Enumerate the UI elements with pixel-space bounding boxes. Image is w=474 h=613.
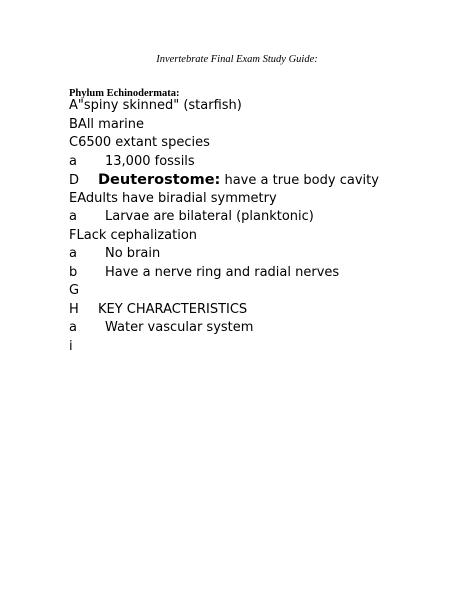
outline-text: "spiny skinned" (starfish) bbox=[77, 98, 242, 113]
document-title: Invertebrate Final Exam Study Guide: bbox=[156, 54, 318, 65]
outline-item bbox=[69, 227, 379, 246]
outline-text: 6500 extant species bbox=[78, 135, 210, 150]
outline-item bbox=[69, 190, 379, 209]
outline-text: Adults have biradial symmetry bbox=[77, 190, 277, 206]
outline-text: KEY CHARACTERISTICS bbox=[98, 301, 248, 317]
outline-text: Larvae are bilateral (planktonic) bbox=[105, 209, 314, 224]
outline-text: Water vascular system bbox=[105, 320, 254, 335]
outline-marker: H bbox=[69, 301, 79, 317]
outline-item bbox=[69, 301, 379, 320]
outline-list bbox=[69, 97, 379, 356]
outline-item bbox=[69, 264, 379, 283]
outline-text: No brain bbox=[105, 246, 161, 261]
outline-marker: F bbox=[69, 227, 77, 243]
outline-text: All marine bbox=[77, 116, 144, 132]
outline-item bbox=[69, 171, 379, 190]
outline-item bbox=[69, 153, 379, 172]
outline-term: Deuterostome: bbox=[98, 172, 221, 188]
outline-marker: a bbox=[69, 320, 77, 335]
outline-item bbox=[69, 97, 379, 116]
outline-marker: a bbox=[69, 209, 77, 224]
outline-marker: a bbox=[69, 246, 77, 261]
outline-marker: G bbox=[69, 283, 80, 298]
outline-item bbox=[69, 319, 379, 338]
outline-text: 13,000 fossils bbox=[105, 153, 195, 169]
outline-marker: i bbox=[69, 338, 73, 354]
outline-item bbox=[69, 245, 379, 264]
outline-marker: C bbox=[69, 135, 79, 150]
outline-marker: b bbox=[69, 264, 78, 280]
outline-marker: B bbox=[69, 116, 78, 132]
outline-item bbox=[69, 338, 379, 357]
outline-marker: D bbox=[69, 173, 80, 188]
outline-marker: A bbox=[69, 98, 78, 113]
outline-marker: E bbox=[69, 190, 78, 206]
outline-item bbox=[69, 134, 379, 153]
outline-item bbox=[69, 116, 379, 135]
outline-item bbox=[69, 208, 379, 227]
outline-marker: a bbox=[69, 153, 77, 169]
outline-text: have a true body cavity bbox=[220, 173, 379, 188]
outline-text: Have a nerve ring and radial nerves bbox=[105, 264, 340, 280]
outline-text: Lack cephalization bbox=[76, 227, 198, 243]
outline-item bbox=[69, 282, 379, 301]
section-heading: Phylum Echinodermata: bbox=[69, 88, 180, 99]
